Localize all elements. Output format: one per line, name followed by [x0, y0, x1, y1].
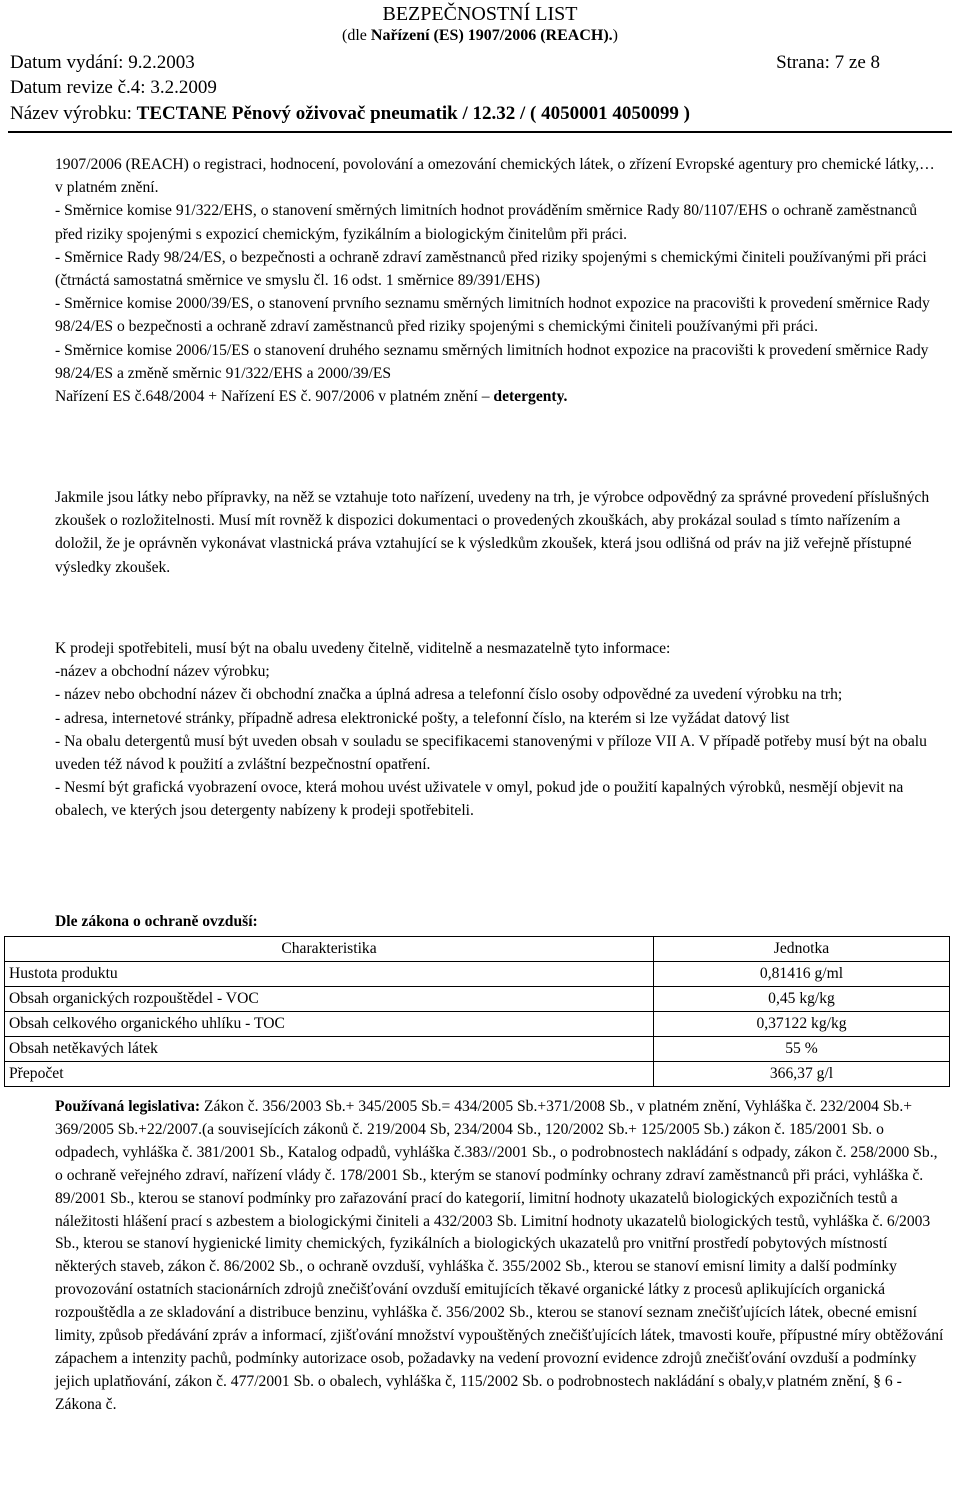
issue-date: Datum vydání: 9.2.2003 [10, 52, 195, 73]
directive-2006-15: - Směrnice komise 2006/15/ES o stanovení druhého seznamu směrných limitních hodnot expozice na pracovišti k provedení směrnice Rady 98/24/ES a změně směrnic 91/322/EHS a 2000/39/ES [55, 341, 929, 382]
directive-98-24: - Směrnice Rady 98/24/ES, o bezpečnosti a ochraně zdraví zaměstnanců před riziky spojenými s chemickými činiteli používanými při práci (čtrnáctá samostatná směrnice ve smyslu čl. 16 odst. 1 směrnice 89/391/EHS) [55, 248, 927, 290]
revision-date: Datum revize č.4: 3.2.2009 [10, 77, 217, 98]
legislation-label: Používaná legislativa: [55, 1098, 201, 1115]
row-value: 0,37122 kg/kg [654, 1012, 950, 1037]
labelling-item-name: -název a obchodní název výrobku; [55, 663, 270, 681]
row-value: 0,45 kg/kg [654, 987, 950, 1012]
labelling-section [55, 637, 935, 823]
subtitle-post: ) [612, 27, 618, 44]
labelling-intro: K prodeji spotřebiteli, musí být na obalu uvedeny čitelně, viditelně a nesmazatelně tyto informace: [55, 640, 671, 657]
labelling-item-content: - Na obalu detergentů musí být uveden obsah v souladu se specifikacemi stanovenými v příloze VII A. V případě potřeby musí být na obalu uveden též návod k použití a zvláštní bezpečnostní opatření. [55, 732, 927, 774]
labelling-item-graphics: - Nesmí být grafická vyobrazení ovoce, která mohou uvést uživatele v omyl, pokud jde o použití kapalných výrobků, nesmějí objevit na obalech, ve kterých jsou detergenty nabízeny k prodeji spotřebiteli. [55, 779, 904, 820]
table-row [5, 962, 950, 987]
labelling-item-responsible: - název nebo obchodní název či obchodní značka a úplná adresa a telefonní číslo osoby odpovědné za uvedení výrobku na trh; [55, 686, 843, 704]
product-name: TECTANE Pěnový oživovač pneumatik / 12.32 / ( 4050001 4050099 ) [136, 103, 690, 124]
row-label: Obsah netěkavých látek [5, 1037, 654, 1062]
product-line [10, 103, 690, 125]
row-value: 366,37 g/l [654, 1062, 950, 1087]
labelling-item-address: - adresa, internetové stránky, případně adresa elektronické pošty, a telefonní číslo, na kterém si lze vyžádat datový list [55, 709, 790, 727]
legislation-text: Zákon č. 356/2003 Sb.+ 345/2005 Sb.= 434/2005 Sb.+371/2008 Sb., v platném znění, Vyhláška č. 232/2004 Sb.+ 369/2005 Sb.+22/2007.(a souvisejících zákonů č. 219/2004 Sb, 234/2004 Sb., 120/2002 Sb.+ 125/2005 Sb.) zákon č. 185/2001 Sb. o odpadech, vyhláška č. 381/2001 Sb., Katalog odpadů, vyhláška č.383//2001 Sb., o podrobnostech nakládání s odpady, zákon č. 258/2000 Sb., o ochraně veřejného zdraví, nařízení vlády č. 178/2001 Sb., kterým se stanoví podmínky ochrany zdraví zaměstnanců při práci, vyhláška č. 89/2001 Sb., kterou se stanoví podmínky pro zařazování prací do kategorií, limitní hodnoty ukazatelů biologických expozičních testů a náležitosti hlášení prací s azbestem a biologickými činiteli a 432/2003 Sb. Limitní hodnoty ukazatelů biologických testů, vyhláška č. 6/2003 Sb., kterou se stanoví hygienické limity chemických, fyzikálních a biologických ukazatelů pro vnitřní prostředí pobytových místností některých staveb, zákon č. 86/2002 Sb., o ochraně ovzduší, vyhláška č. 355/2002 Sb., kterou se stanoví emisní limity a další podmínky provozování ostatních stacionárních zdrojů znečišťování ovzduší emitujících těkavé organické látky z procesů aplikujících organická rozpouštědla a ze skladování a distribuce benzinu, vyhláška č. 356/2002 Sb., kterou se stanoví seznam znečišťujících látek, obecné emisní limity, způsob předávání zpráv a informací, zjišťování množství vypouštěných znečišťujících látek, tmavosti kouře, přípustné míry obtěžování zápachem a intenzity pachů, podmínky autorizace osob, požadavky na vedení provozní evidence zdrojů znečišťování ovzduší a podmínky jejich uplatňování, zákon č. 477/2001 Sb. o obalech, vyhláška č, 115/2002 Sb. o podrobnostech nakládání s obaly,v platném znění, § 6 - Zákona č. [55, 1098, 944, 1413]
header-divider [8, 131, 952, 133]
document-title: BEZPEČNOSTNÍ LIST [382, 3, 578, 25]
subtitle-pre: (dle [342, 27, 371, 44]
air-properties-table [4, 936, 950, 1087]
row-label: Obsah celkového organického uhlíku - TOC [5, 1012, 654, 1037]
table-row [5, 1062, 950, 1087]
regulations-section [55, 153, 935, 408]
legislation-paragraph [55, 1096, 947, 1417]
row-value: 55 % [654, 1037, 950, 1062]
row-value: 0,81416 g/ml [654, 962, 950, 987]
regulation-subtitle [0, 27, 960, 45]
reach-paragraph: 1907/2006 (REACH) o registraci, hodnocení, povolování a omezování chemických látek, o zřízení Evropské agentury pro chemické látky,… v platném znění. [55, 156, 935, 197]
row-label: Přepočet [5, 1062, 654, 1087]
subtitle-regulation: Nařízení (ES) 1907/2006 (REACH). [370, 27, 613, 44]
directive-91-322: - Směrnice komise 91/322/EHS, o stanovení směrných limitních hodnot prováděním směrnice Rady 80/1107/EHS o ochraně zaměstnanců před riziky spojenými s expozicí chemickým, fyzikálním a biologickým činitelům při práci. [55, 202, 918, 243]
table-row [5, 987, 950, 1012]
table-row [5, 1037, 950, 1062]
detergent-keyword: detergenty. [493, 388, 568, 406]
table-row [5, 1012, 950, 1037]
table-header-row [5, 937, 950, 962]
column-header-unit: Jednotka [654, 937, 950, 962]
page-number: Strana: 7 ze 8 [776, 52, 880, 73]
row-label: Obsah organických rozpouštědel - VOC [5, 987, 654, 1012]
detergent-regulation-text: Nařízení ES č.648/2004 + Nařízení ES č. 907/2006 v platném znění – [55, 388, 494, 406]
row-label: Hustota produktu [5, 962, 654, 987]
manufacturer-paragraph: Jakmile jsou látky nebo přípravky, na něž se vztahuje toto nařízení, uvedeny na trh, je výrobce odpovědný za správné provedení příslušných zkoušek o rozložitelnosti. Musí mít rovněž k dispozici dokumentaci o provedených zkouškách, aby prokázal soulad s tímto nařízením a doložil, že je oprávněn vykonávat vlastnická práva vztahující se k výsledkům zkoušek, která jsou odlišná od práv na již veřejně přístupné výsledky zkoušek. [55, 489, 930, 576]
manufacturer-section [55, 486, 935, 579]
product-label: Název výrobku: [10, 103, 137, 124]
directive-2000-39: - Směrnice komise 2000/39/ES, o stanovení prvního seznamu směrných limitních hodnot expozice na pracovišti k provedení směrnice Rady 98/24/ES o bezpečnosti a ochraně zdraví zaměstnanců před riziky spojenými s chemickými činiteli používanými při práci. [55, 295, 930, 336]
air-protection-heading: Dle zákona o ochraně ovzduší: [55, 913, 258, 930]
column-header-characteristic: Charakteristika [5, 937, 654, 962]
detergent-regulation [55, 385, 935, 408]
